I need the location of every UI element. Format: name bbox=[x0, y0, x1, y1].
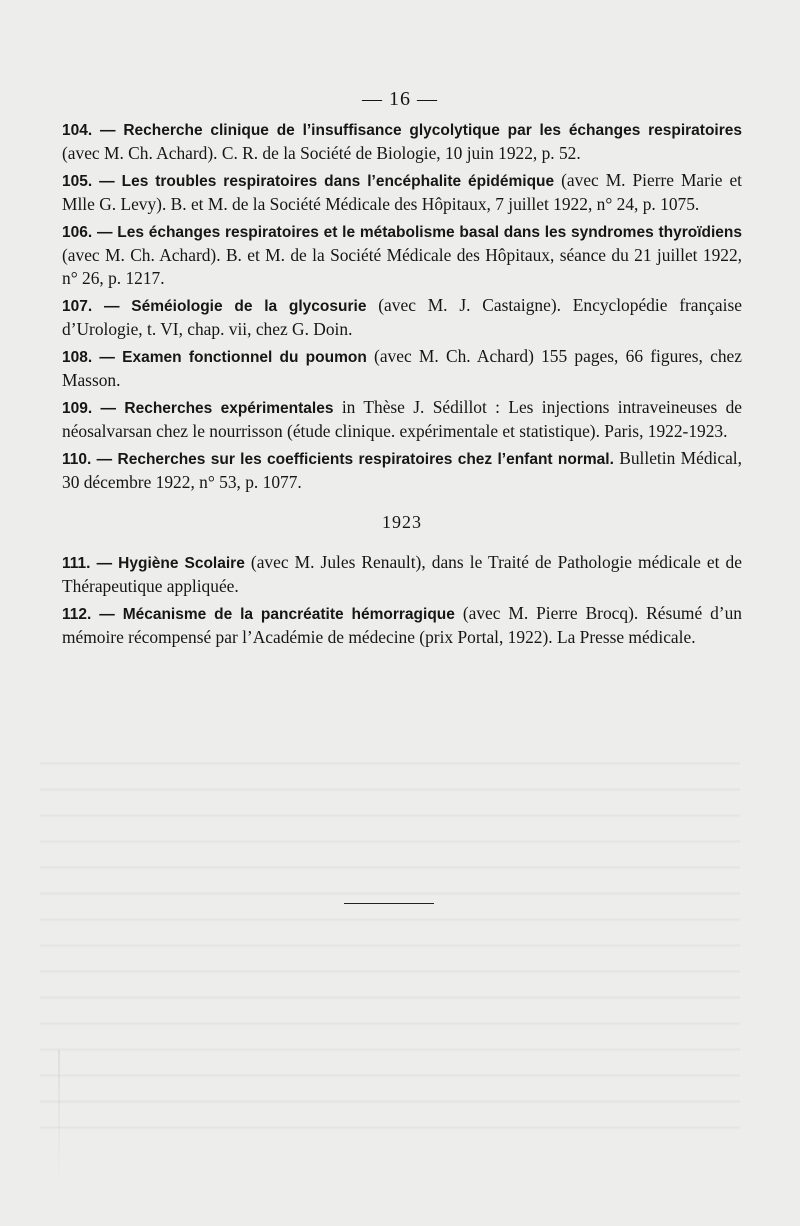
entry-number: 108. bbox=[62, 349, 93, 366]
entry-title: Mécanisme de la pancréatite hémorragique bbox=[122, 606, 455, 623]
entry-title: Examen fonctionnel du poumon bbox=[122, 349, 367, 366]
entry-citation: (avec M. Ch. Achard). C. R. de la Société de Biologie, 10 juin 1922, p. 52. bbox=[62, 143, 581, 163]
entry-title: Séméiologie de la glycosurie bbox=[131, 298, 367, 315]
entry-109: 109. — Recherches expérimentales in Thèse J. Sédillot : Les injections intraveineuses de néosalvarsan chez le nourrisson (étude clinique. expérimentale et statistique). Paris, 1922-1923. bbox=[62, 397, 742, 441]
entry-number: 107. bbox=[62, 298, 93, 315]
entry-title: Recherches expérimentales bbox=[124, 400, 334, 417]
entry-citation: (avec M. Jules Renault), dans le Traité de Pathologie médicale et de Thérapeutique appliquée. bbox=[62, 552, 742, 596]
entry-number: 105. bbox=[62, 173, 93, 190]
entry-104: 104. — Recherche clinique de l’insuffisance glycolytique par les échanges respiratoires (avec M. Ch. Achard). C. R. de la Société de Biologie, 10 juin 1922, p. 52. bbox=[62, 122, 743, 163]
entry-title: Hygiène Scolaire bbox=[118, 555, 245, 572]
entry-110: 110. — Recherches sur les coefficients respiratoires chez l’enfant normal. Bulletin Médical, 30 décembre 1922, n° 53, p. 1077. bbox=[62, 448, 742, 492]
entry-citation: (avec M. Ch. Achard) 155 pages, 66 figures, chez Masson. bbox=[62, 346, 742, 390]
entry-106: 106. — Les échanges respiratoires et le métabolisme basal dans les syndromes thyroïdiens (avec M. Ch. Achard). B. et M. de la Société Médicale des Hôpitaux, séance du 21 juillet 1922, n° 26, p. 1217. bbox=[62, 224, 742, 288]
entry-title: Recherches sur les coefficients respiratoires chez l’enfant normal. bbox=[117, 451, 614, 468]
entry-number: 111. bbox=[62, 555, 91, 572]
entry-number: 106. bbox=[62, 224, 93, 241]
entry-number: 104. bbox=[62, 122, 93, 139]
entry-111: 111. — Hygiène Scolaire (avec M. Jules Renault), dans le Traité de Pathologie médicale et de Thérapeutique appliquée. bbox=[62, 552, 742, 596]
page-number: — 16 — bbox=[362, 88, 438, 110]
entry-citation: (avec M. J. Castaigne). Encyclopédie française d’Urologie, t. VI, chap. vii, chez G. Doin. bbox=[62, 295, 742, 339]
entry-citation: Bulletin Médical, 30 décembre 1922, n° 53, p. 1077. bbox=[62, 448, 742, 492]
entry-number: 109. bbox=[62, 400, 93, 417]
entry-108: 108. — Examen fonctionnel du poumon (avec M. Ch. Achard) 155 pages, 66 figures, chez Masson. bbox=[62, 346, 742, 390]
entry-105: 105. — Les troubles respiratoires dans l’encéphalite épidémique (avec M. Pierre Marie et Mlle G. Levy). B. et M. de la Société Médicale des Hôpitaux, 7 juillet 1922, n° 24, p. 1075. bbox=[62, 170, 742, 214]
entry-citation: in Thèse J. Sédillot : Les injections intraveineuses de néosalvarsan chez le nourrisson (étude clinique. expérimentale et statistique). Paris, 1922-1923. bbox=[62, 397, 742, 441]
entry-title: Les échanges respiratoires et le métabolisme basal dans les syndromes thyroïdiens bbox=[117, 224, 742, 241]
entry-112: 112. — Mécanisme de la pancréatite hémorragique (avec M. Pierre Brocq). Résumé d’un mémoire récompensé par l’Académie de médecine (prix Portal, 1922). La Presse médicale. bbox=[62, 603, 742, 647]
entry-107: 107. — Séméiologie de la glycosurie (avec M. J. Castaigne). Encyclopédie française d’Urologie, t. VI, chap. vii, chez G. Doin. bbox=[62, 295, 742, 339]
entry-citation: (avec M. Ch. Achard). B. et M. de la Société Médicale des Hôpitaux, séance du 21 juillet 1922, n° 26, p. 1217. bbox=[62, 245, 742, 288]
bleed-through-text bbox=[40, 740, 740, 1140]
entry-number: 110. bbox=[62, 451, 92, 468]
entry-number: 112. bbox=[62, 606, 92, 623]
entry-citation: (avec M. Pierre Marie et Mlle G. Levy). B. et M. de la Société Médicale des Hôpitaux, 7 juillet 1922, n° 24, p. 1075. bbox=[62, 170, 742, 214]
section-divider bbox=[344, 903, 434, 904]
entry-title: Recherche clinique de l’insuffisance glycolytique par les échanges respiratoires bbox=[123, 122, 743, 139]
scan-shadow bbox=[58, 1050, 60, 1190]
entry-title: Les troubles respiratoires dans l’encéphalite épidémique bbox=[121, 173, 555, 190]
bibliography-list bbox=[62, 118, 742, 653]
entry-citation: (avec M. Pierre Brocq). Résumé d’un mémoire récompensé par l’Académie de médecine (prix Portal, 1922). La Presse médicale. bbox=[62, 603, 742, 647]
year-heading: 1923 bbox=[382, 512, 422, 532]
